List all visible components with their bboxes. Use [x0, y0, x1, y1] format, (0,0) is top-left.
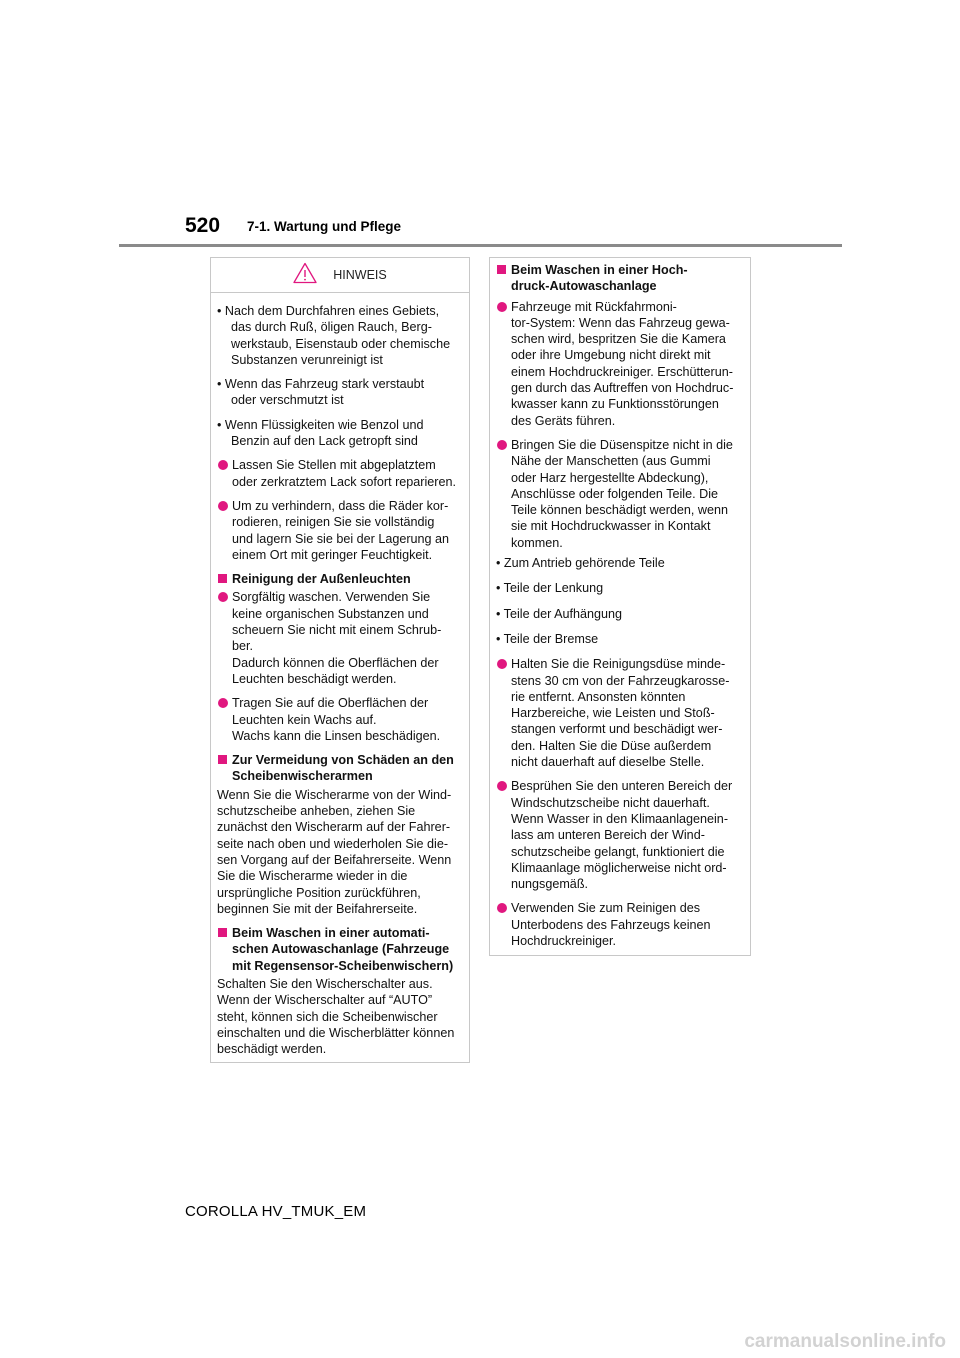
warning-icon — [293, 262, 317, 284]
list-item: • Teile der Bremse — [496, 631, 599, 646]
section-heading: Zur Vermeidung von Schäden an den Scheibenwischerarmen — [217, 752, 463, 785]
dot-item: Tragen Sie auf die Oberflächen der Leuchten kein Wachs auf. Wachs kann die Linsen beschädigen. — [217, 695, 463, 744]
paragraph: Wenn Sie die Wischerarme von der Wind- schutzscheibe anheben, ziehen Sie zunächst den Wischerarm auf der Fahrer- seite nach oben und wiederholen Sie die- sen Vorgang auf der Beifahrerseite. Wenn Sie die Wischerarme wieder in die ursprüngliche Position zurückführen, beginnen Sie mit der Beifahrerseite. — [217, 787, 452, 916]
dot-item: Um zu verhindern, dass die Räder kor- rodieren, reinigen Sie sie vollständig und lagern Sie sie bei der Lagerung an einem Ort mit geringer Feuchtigkeit. — [217, 498, 463, 563]
dot-item: Besprühen Sie den unteren Bereich der Windschutzscheibe nicht dauerhaft. Wenn Wasser in den Klimaanlagenein- lass am unteren Bereich der Wind- schutzscheibe gelangt, funktioniert die Klimaanlage möglicherweise nicht ord- nungsgemäß. — [496, 778, 744, 892]
list-item: • Nach dem Durchfahren eines Gebiets, das durch Ruß, öligen Rauch, Berg- werkstaub, Eisenstaub oder chemische Substanzen verunreinigt ist — [217, 304, 451, 367]
section-heading: Beim Waschen in einer automati- schen Autowaschanlage (Fahrzeuge mit Regensensor-Scheibenwischern) — [217, 925, 463, 974]
paragraph: Schalten Sie den Wischerschalter aus. Wenn der Wischerschalter auf “AUTO” steht, können sich die Scheibenwischer einschalten und die Wischerblätter können beschädigt werden. — [217, 976, 455, 1057]
notice-column-continued — [489, 257, 751, 956]
footer-model: COROLLA HV_TMUK_EM — [185, 1203, 367, 1220]
dot-item: Bringen Sie die Düsenspitze nicht in die Nähe der Manschetten (aus Gummi oder Harz hergestellte Abdeckung), Anschlüsse oder folgenden Teile. Die Teile können beschädigt werden, wenn sie mit Hochdruckwasser in Kontakt kommen. — [496, 437, 744, 551]
header-rule — [119, 244, 842, 247]
dot-item: Sorgfältig waschen. Verwenden Sie keine organischen Substanzen und scheuern Sie nicht mit einem Schrub- ber. Dadurch können die Oberflächen der Leuchten beschädigt werden. — [217, 589, 463, 687]
dot-item: Halten Sie die Reinigungsdüse minde- stens 30 cm von der Fahrzeugkarosse- rie entfernt. Ansonsten könnten Harzbereiche, wie Leisten und Stoß- stangen verformt und beschädigt wer- den. Halten Sie die Düse außerdem nicht dauerhaft auf dieselbe Stelle. — [496, 656, 744, 770]
notice-column — [210, 257, 470, 1063]
section-heading: Reinigung der Außenleuchten — [217, 571, 463, 587]
dot-item: Verwenden Sie zum Reinigen des Unterbodens des Fahrzeugs keinen Hochdruckreiniger. — [496, 900, 744, 949]
notice-header — [211, 258, 469, 293]
dot-item: Fahrzeuge mit Rückfahrmoni- tor-System: Wenn das Fahrzeug gewa- schen wird, bespritzen Sie die Kamera oder ihre Umgebung nicht direkt mit einem Hochdruckreiniger. Erschütterun- gen durch das Auftreffen von Hochdruc- kwasser kann zu Funktionsstörungen des Geräts führen. — [496, 299, 744, 429]
notice-label: HINWEIS — [333, 267, 387, 282]
page-number: 520 — [185, 214, 221, 237]
list-item: • Wenn Flüssigkeiten wie Benzol und Benzin auf den Lack getropft sind — [217, 417, 424, 449]
list-item: • Wenn das Fahrzeug stark verstaubt oder verschmutzt ist — [217, 377, 425, 408]
watermark: carmanualsonline.info — [744, 1331, 946, 1352]
list-item: • Teile der Aufhängung — [496, 606, 623, 621]
dot-item: Lassen Sie Stellen mit abgeplatztem oder zerkratztem Lack sofort reparieren. — [217, 457, 463, 490]
section-title: 7-1. Wartung und Pflege — [247, 219, 402, 234]
list-item: • Teile der Lenkung — [496, 581, 604, 596]
list-item: • Zum Antrieb gehörende Teile — [496, 556, 665, 571]
section-heading: Beim Waschen in einer Hoch- druck-Autowaschanlage — [496, 262, 744, 295]
